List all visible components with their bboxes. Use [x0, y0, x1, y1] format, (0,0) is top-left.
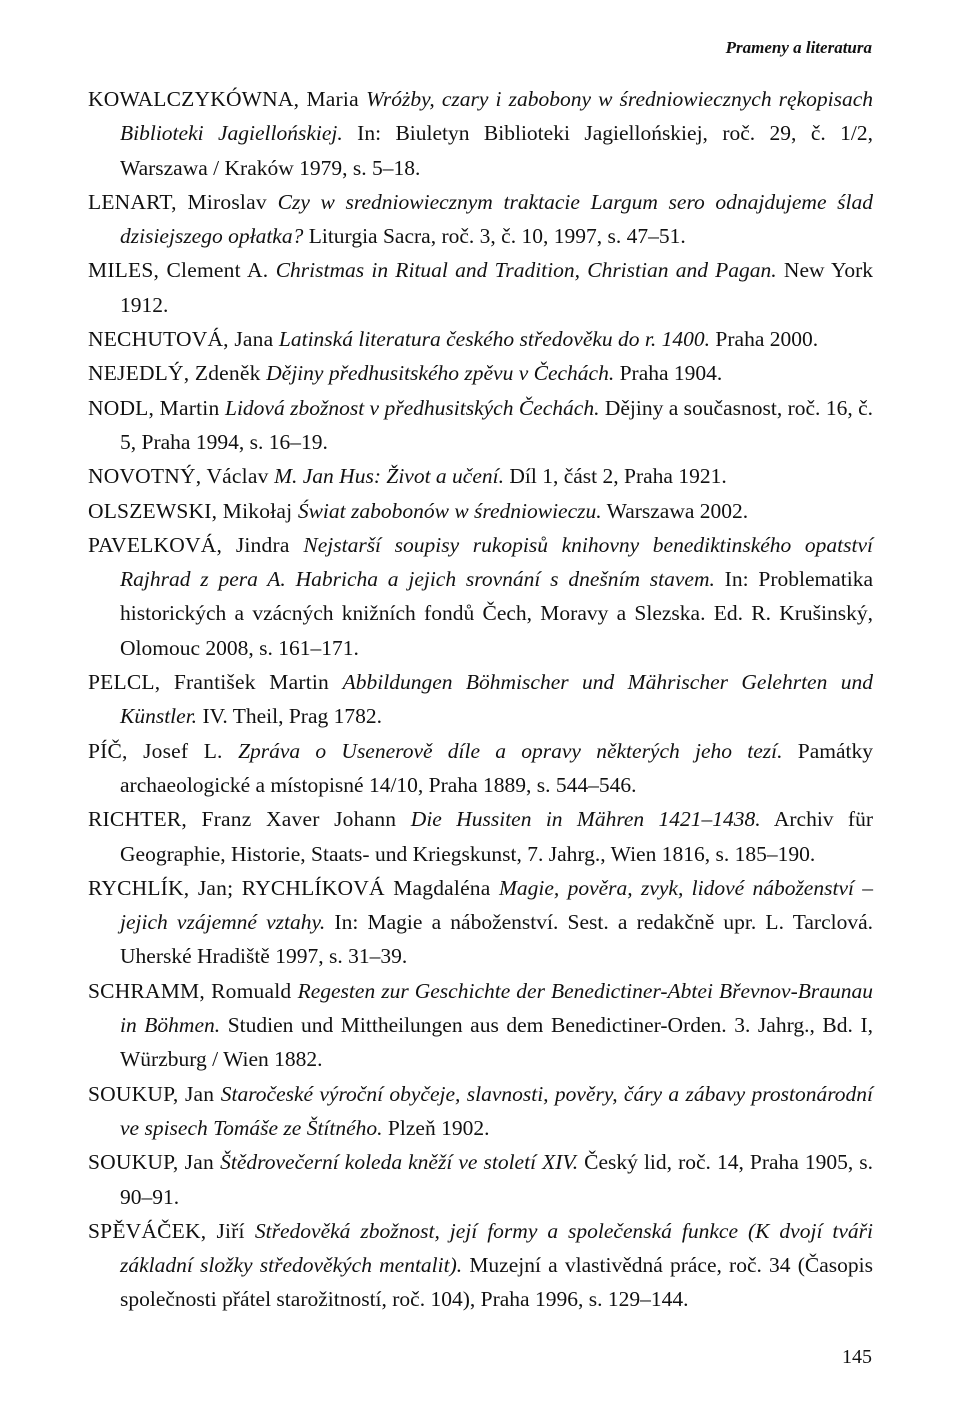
entry-details: Warszawa 2002.	[601, 498, 749, 523]
bibliography-entry	[88, 494, 873, 528]
entry-author: PAVELKOVÁ, Jindra	[88, 532, 304, 557]
entry-author: SPĚVÁČEK, Jiří	[88, 1218, 255, 1243]
entry-details: Díl 1, část 2, Praha 1921.	[504, 464, 727, 489]
bibliography-entry	[88, 1145, 873, 1214]
entry-title: Świat zabobonów w średniowieczu.	[297, 498, 602, 523]
entry-title: Wróżby, czary i zabobony w średniowiecznych rękopisach Biblioteki Jagiellońskiej.	[120, 87, 873, 146]
entry-details: Muzejní a vlastivědná práce, roč. 34 (Časopis společnosti přátel starožitností, roč. 104), Praha 1996, s. 129–144.	[120, 1253, 873, 1312]
entry-author: MILES, Clement A.	[88, 258, 276, 283]
entry-details: New York 1912.	[120, 258, 873, 317]
entry-details: Památky archaeologické a místopisné 14/10, Praha 1889, s. 544–546.	[120, 738, 873, 797]
entry-author: KOWALCZYKÓWNA, Maria	[88, 87, 367, 111]
entry-author: NODL, Martin	[88, 395, 225, 420]
page-number: 145	[842, 1346, 872, 1368]
bibliography-entry	[88, 802, 873, 871]
entry-author: OLSZEWSKI, Mikołaj	[88, 498, 298, 523]
entry-author: RICHTER, Franz Xaver Johann	[88, 807, 411, 832]
entry-title: M. Jan Hus: Život a učení.	[274, 464, 504, 489]
entry-details: Plzeň 1902.	[382, 1115, 490, 1140]
bibliography-entry	[88, 322, 873, 356]
entry-author: SOUKUP, Jan	[88, 1150, 221, 1175]
entry-author: SCHRAMM, Romuald	[88, 978, 298, 1003]
entry-title: Lidová zbožnost v předhusitských Čechách.	[224, 395, 600, 420]
entry-title: Regesten zur Geschichte der Benedictiner-Abtei Břevnov-Braunau in Böhmen.	[120, 978, 873, 1038]
entry-author: NEJEDLÝ, Zdeněk	[88, 361, 267, 386]
entry-details: In: Magie a náboženství. Sest. a redakčně upr. L. Tarclová. Uherské Hradiště 1997, s. 31–39.	[120, 910, 873, 969]
entry-details: Liturgia Sacra, roč. 3, č. 10, 1997, s. 47–51.	[303, 224, 686, 249]
entry-title: Zpráva o Usenerově díle a opravy některých jeho tezí.	[238, 738, 783, 763]
entry-author: LENART, Miroslav	[88, 189, 278, 214]
bibliography-entry	[88, 185, 873, 254]
entry-author: SOUKUP, Jan	[88, 1081, 221, 1106]
entry-title: Štědrovečerní koleda kněží ve století XIV.	[220, 1150, 579, 1175]
bibliography-entry	[88, 734, 873, 803]
bibliography-entry	[88, 459, 873, 493]
entry-title: Staročeské výroční obyčeje, slavnosti, pověry, čáry a zábavy prostonárodní ve spisech Tomáše ze Štítného.	[120, 1081, 873, 1140]
bibliography-entry	[88, 1077, 873, 1146]
entry-author: PELCL, František Martin	[88, 670, 343, 695]
entry-author: RYCHLÍK, Jan; RYCHLÍKOVÁ Magdaléna	[88, 875, 499, 900]
bibliography-entry	[88, 974, 873, 1077]
entry-details: Praha 2000.	[710, 327, 819, 352]
entry-title: Středověká zbožnost, její formy a společenská funkce (K dvojí tváři základní složky středověkých mentalit).	[120, 1218, 873, 1278]
bibliography-entry	[88, 356, 873, 390]
running-head: Prameny a literatura	[725, 38, 872, 57]
bibliography-entry	[88, 1214, 873, 1317]
entry-details: Archiv für Geographie, Historie, Staats- und Kriegskunst, 7. Jahrg., Wien 1816, s. 185–190.	[120, 807, 873, 866]
entry-title: Nejstarší soupisy rukopisů knihovny benediktinského opatství Rajhrad z pera A. Habricha a jejich srovnání s dnešním stavem.	[120, 532, 873, 592]
entry-author: NECHUTOVÁ, Jana	[88, 327, 279, 352]
entry-details: Studien und Mittheilungen aus dem Benedictiner-Orden. 3. Jahrg., Bd. I, Würzburg / Wien 1882.	[120, 1013, 873, 1072]
entry-details: Praha 1904.	[614, 361, 723, 386]
entry-title: Christmas in Ritual and Tradition, Christian and Pagan.	[275, 258, 777, 283]
bibliography-entry	[88, 665, 873, 734]
entry-details: In: Problematika historických a vzácných knižních fondů Čech, Moravy a Slezska. Ed. R. Krušinský, Olomouc 2008, s. 161–171.	[120, 567, 874, 660]
entry-title: Die Hussiten in Mähren 1421–1438.	[410, 807, 761, 832]
bibliography-list	[88, 82, 873, 1317]
entry-title: Abbildungen Böhmischer und Mährischer Gelehrten und Künstler.	[120, 670, 873, 729]
entry-details: In: Biuletyn Biblioteki Jagiellońskiej, roč. 29, č. 1/2, Warszawa / Kraków 1979, s. 5–18.	[120, 121, 873, 180]
entry-details: Český lid, roč. 14, Praha 1905, s. 90–91.	[120, 1150, 874, 1209]
entry-title: Dějiny předhusitského zpěvu v Čechách.	[266, 361, 615, 386]
entry-title: Czy w sredniowiecznym traktacie Largum sero odnajdujeme ślad dzisiejszego opłatka?	[120, 189, 873, 249]
entry-author: PÍČ, Josef L.	[88, 738, 239, 763]
bibliography-entry	[88, 528, 873, 665]
bibliography-entry	[88, 391, 873, 460]
entry-title: Latinská literatura českého středověku do r. 1400.	[278, 327, 711, 352]
bibliography-entry	[88, 253, 873, 322]
bibliography-entry	[88, 871, 873, 974]
entry-title: Magie, pověra, zvyk, lidové náboženství – jejich vzájemné vztahy.	[120, 875, 873, 935]
entry-details: Dějiny a současnost, roč. 16, č. 5, Praha 1994, s. 16–19.	[120, 395, 873, 454]
entry-details: IV. Theil, Prag 1782.	[197, 704, 382, 729]
bibliography-entry	[88, 82, 873, 185]
entry-author: NOVOTNÝ, Václav	[88, 464, 275, 489]
